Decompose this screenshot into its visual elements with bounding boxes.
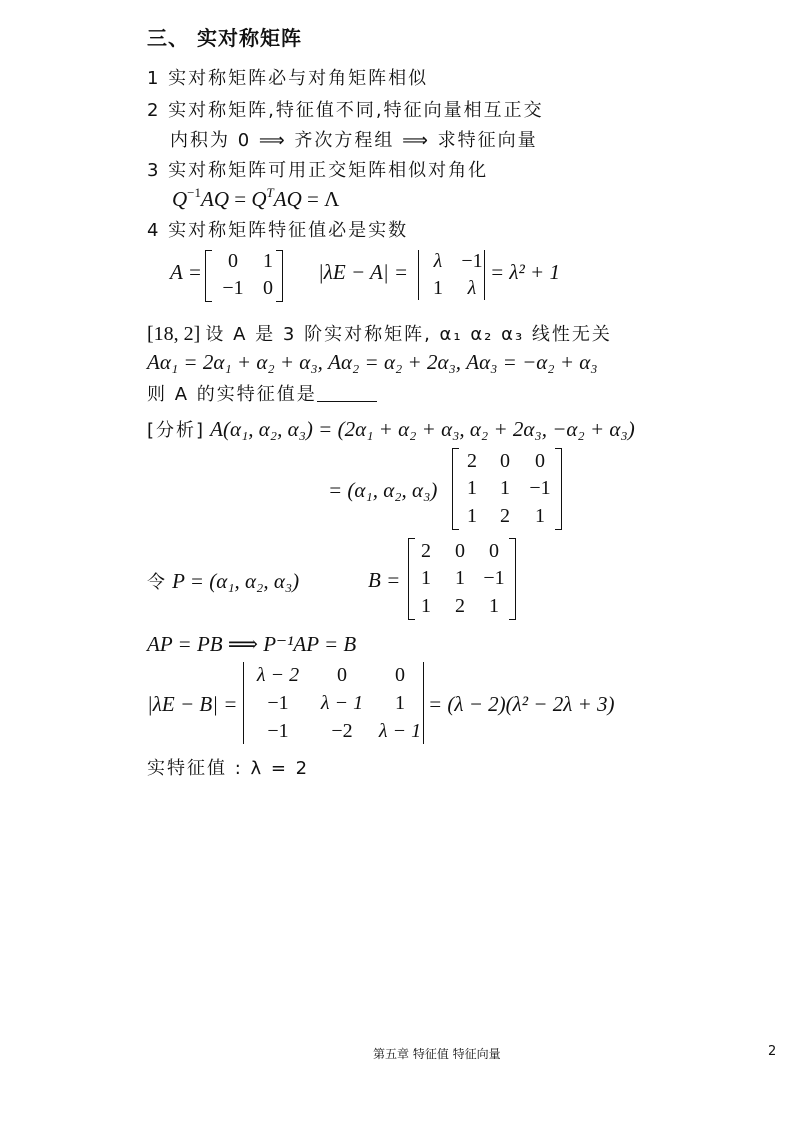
analysis-tag: [分析] <box>147 420 206 441</box>
property-3: 3 实对称矩阵可用正交矩阵相似对角化 <box>147 160 489 181</box>
det-b-cell: 1 <box>395 692 405 714</box>
let-word: 令 <box>147 572 167 593</box>
det-a-cell: λ <box>433 250 443 272</box>
det-b-right-bar <box>423 662 424 744</box>
problem-statement: 设 A 是 3 阶实对称矩阵, α₁ α₂ α₃ 线性无关 <box>205 324 612 345</box>
matrix-a-left-bracket <box>205 250 212 302</box>
matrix-b-cell: 1 <box>455 567 465 589</box>
matrix-m-cell: 1 <box>467 477 477 499</box>
p-definition: P = (α₁, α₂, α₃) <box>172 569 300 593</box>
det-b-cell: −1 <box>267 692 289 714</box>
matrix-a-right-bracket <box>276 250 283 302</box>
matrix-m-cell: 1 <box>535 505 545 527</box>
det-b-cell: λ − 1 <box>320 692 364 714</box>
problem-line-3 <box>147 380 377 406</box>
matrix-b-cell: 1 <box>421 595 431 617</box>
footer-chapter: 第五章 特征值 特征向量 <box>373 1047 501 1061</box>
similarity-relation: AP = PB ⟹ P⁻¹AP = B <box>147 632 357 656</box>
matrix-b-cell: 0 <box>489 540 499 562</box>
page-number: 2 <box>768 1044 777 1059</box>
det-b-cell: 0 <box>337 664 347 686</box>
let-line <box>147 568 299 594</box>
matrix-m-cell: −1 <box>529 477 551 499</box>
matrix-b-cell: 1 <box>489 595 499 617</box>
det-b-cell: −1 <box>267 720 289 742</box>
problem-line-1 <box>147 320 612 346</box>
matrix-b-cell: 2 <box>455 595 465 617</box>
matrix-b-label: B = <box>368 568 401 592</box>
problem-tag: [18, 2] <box>147 323 201 345</box>
problem-line-2: Aα₁ = 2α₁ + α₂ + α₃, Aα₂ = α₂ + 2α₃, Aα₃ = −α₂ + α₃ <box>147 350 598 374</box>
property-4: 4 实对称矩阵特征值必是实数 <box>147 220 409 241</box>
answer-blank <box>317 383 377 402</box>
analysis-eq2-prefix: = (α₁, α₂, α₃) <box>328 478 438 502</box>
matrix-m-cell: 1 <box>467 505 477 527</box>
det-b-cell: λ − 1 <box>378 720 422 742</box>
matrix-b-cell: 0 <box>455 540 465 562</box>
matrix-b-cell: 1 <box>421 567 431 589</box>
matrix-a-cell: −1 <box>222 277 244 299</box>
matrix-a-label: A = <box>170 260 202 284</box>
matrix-m-cell: 2 <box>467 450 477 472</box>
det-b-cell: 0 <box>395 664 405 686</box>
matrix-m-cell: 2 <box>500 505 510 527</box>
matrix-m-cell: 0 <box>500 450 510 472</box>
det-a-result: = λ² + 1 <box>490 260 560 284</box>
section-title: 三、 实对称矩阵 <box>147 26 302 50</box>
orthogonal-diagonalization-formula: $Q^{-1}AQ = Q^TAQ = \Lambda$ <box>172 185 340 211</box>
det-b-cell: λ − 2 <box>256 664 300 686</box>
matrix-m-cell: 1 <box>500 477 510 499</box>
problem-question: 则 A 的实特征值是 <box>147 384 317 405</box>
analysis-expression: A(α₁, α₂, α₃) = (2α₁ + α₂ + α₃, α₂ + 2α₃, −α₂ + α₃) <box>210 417 635 441</box>
property-2-detail: 内积为 0 ⟹ 齐次方程组 ⟹ 求特征向量 <box>170 130 538 151</box>
det-a-cell: −1 <box>461 250 483 272</box>
matrix-a-cell: 1 <box>263 250 273 272</box>
matrix-a-cell: 0 <box>263 277 273 299</box>
real-eigenvalue-answer: 实特征值 : λ = 2 <box>147 758 310 779</box>
matrix-b-cell: 2 <box>421 540 431 562</box>
det-b-left-bar <box>243 662 244 744</box>
det-a-cell: 1 <box>433 277 443 299</box>
matrix-b-right-bracket <box>509 538 516 620</box>
det-a-right-bar <box>484 250 485 300</box>
det-b-result: = (λ − 2)(λ² − 2λ + 3) <box>428 692 615 716</box>
analysis-line-1 <box>147 416 635 442</box>
det-b-cell: −2 <box>331 720 353 742</box>
det-b-label: |λE − B| = <box>147 692 238 716</box>
property-2: 2 实对称矩阵,特征值不同,特征向量相互正交 <box>147 100 544 121</box>
matrix-a-cell: 0 <box>228 250 238 272</box>
det-a-cell: λ <box>467 277 477 299</box>
property-1: 1 实对称矩阵必与对角矩阵相似 <box>147 68 429 89</box>
matrix-m-cell: 0 <box>535 450 545 472</box>
matrix-m-right-bracket <box>555 448 562 530</box>
det-a-label: |λE − A| = <box>318 260 409 284</box>
matrix-b-cell: −1 <box>483 567 505 589</box>
